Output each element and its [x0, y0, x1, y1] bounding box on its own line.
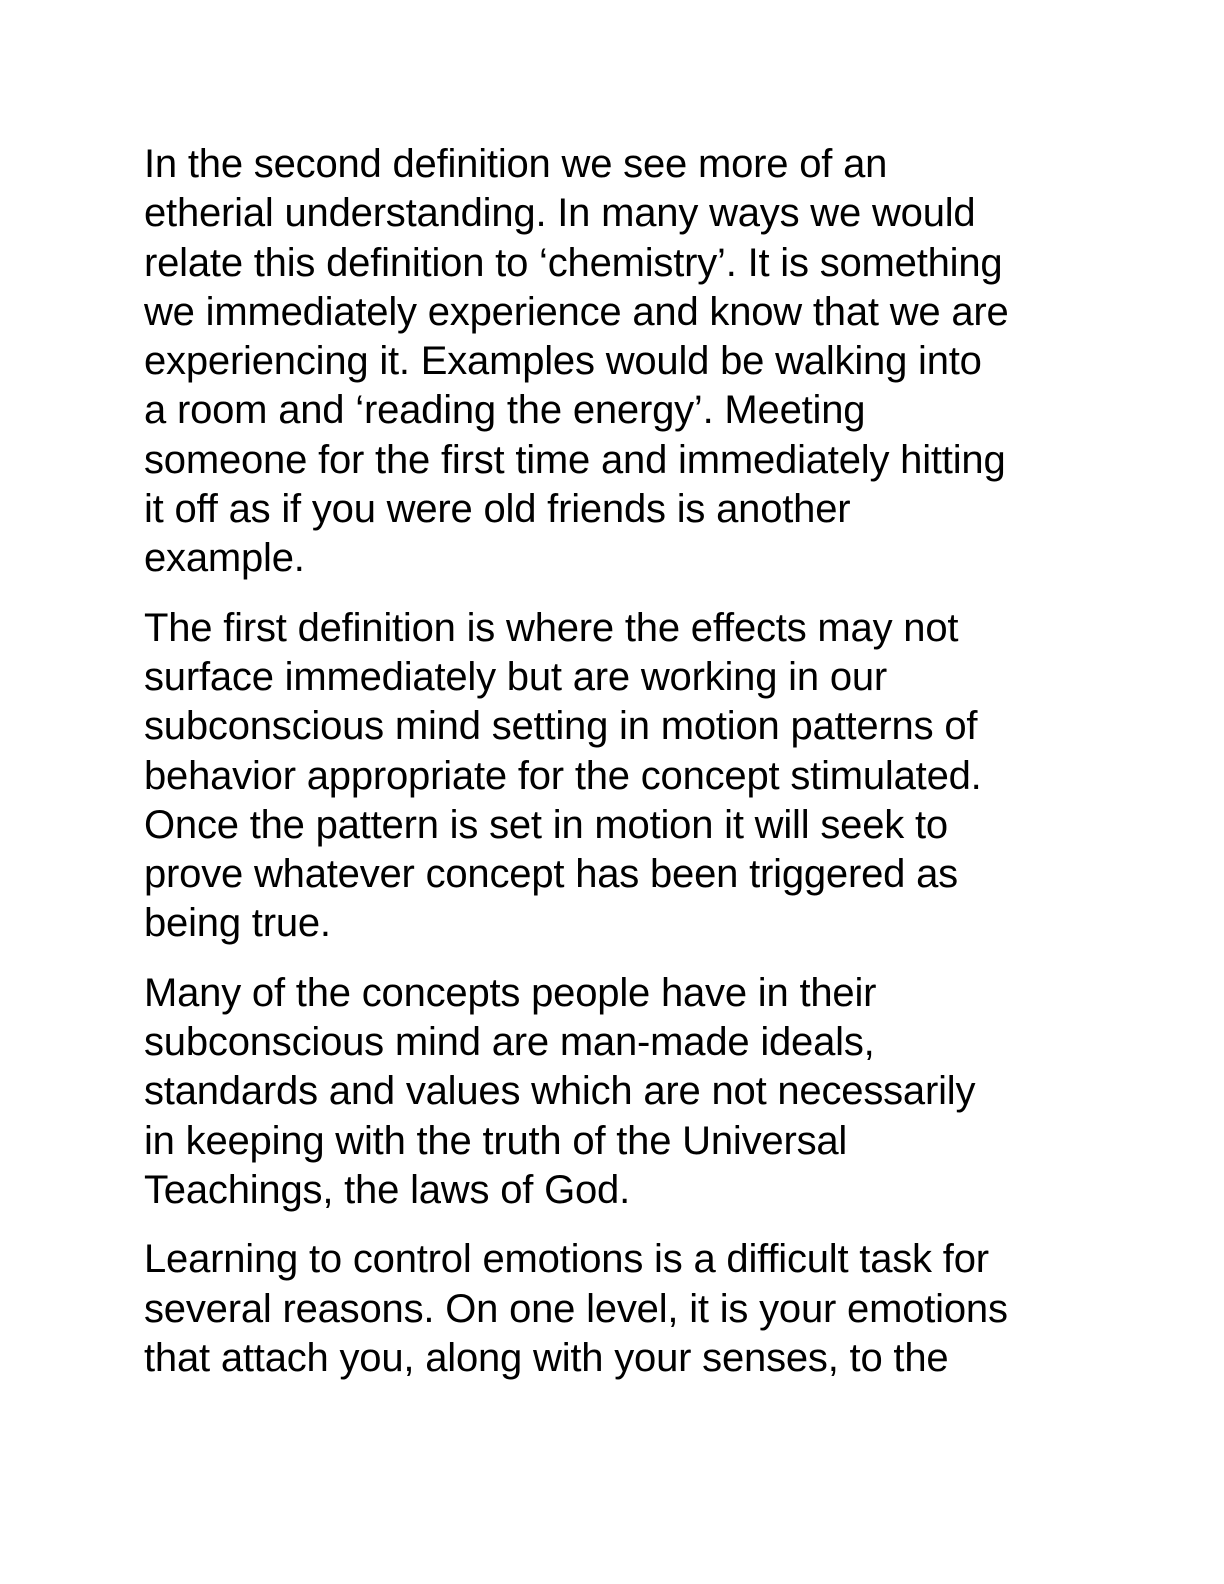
text-line: subconscious mind are man-made ideals,	[144, 1020, 875, 1065]
text-line: Once the pattern is set in motion it will seek to	[144, 802, 948, 847]
text-line: In the second definition we see more of an	[144, 142, 888, 186]
paragraph-second-definition	[144, 140, 1084, 584]
paragraph-concepts	[144, 969, 1084, 1215]
text-line: Teachings, the laws of God.	[144, 1167, 630, 1212]
paragraph-emotions	[144, 1235, 1084, 1383]
text-line: in keeping with the truth of the Universal	[144, 1118, 848, 1163]
text-line: we immediately experience and know that we are	[144, 289, 1009, 334]
text-line: surface immediately but are working in our	[144, 654, 888, 699]
text-line: Learning to control emotions is a difficult task for	[144, 1237, 989, 1282]
text-line: relate this definition to ‘chemistry’. It is something	[144, 240, 1003, 285]
paragraph-first-definition	[144, 604, 1084, 949]
body-text	[144, 140, 1084, 1403]
text-line: someone for the first time and immediately hitting	[144, 437, 1006, 482]
text-line: that attach you, along with your senses, to the	[144, 1335, 949, 1380]
text-line: standards and values which are not necessarily	[144, 1069, 976, 1114]
text-line: it off as if you were old friends is another	[144, 487, 851, 532]
text-line: experiencing it. Examples would be walking into	[144, 339, 982, 384]
text-line: Many of the concepts people have in their	[144, 970, 877, 1015]
text-line: a room and ‘reading the energy’. Meeting	[144, 388, 866, 433]
text-line: example.	[144, 536, 305, 581]
text-line: several reasons. On one level, it is your emotions	[144, 1286, 1008, 1331]
text-line: behavior appropriate for the concept stimulated.	[144, 753, 982, 798]
text-line: prove whatever concept has been triggered as	[144, 852, 958, 897]
text-line: etherial understanding. In many ways we would	[144, 191, 976, 236]
text-line: The first definition is where the effects may not	[144, 605, 959, 650]
text-line: being true.	[144, 901, 331, 946]
text-line: subconscious mind setting in motion patterns of	[144, 704, 978, 749]
